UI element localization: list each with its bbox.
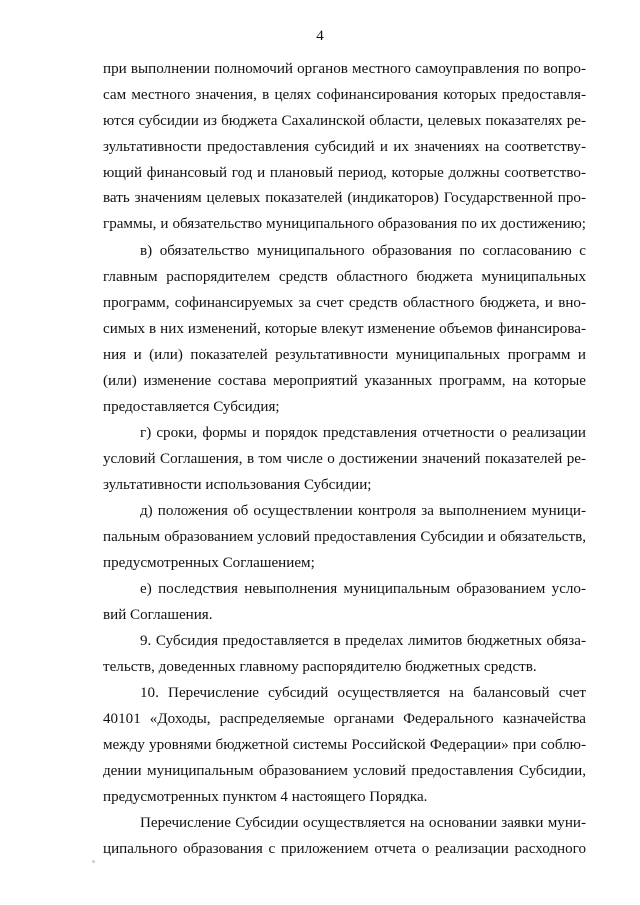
text-line: (или) изменение состава мероприятий указанных программ, на которые <box>103 373 586 389</box>
text-line: предоставляется Субсидия; <box>103 399 280 415</box>
text-line: при выполнении полномочий органов местного самоуправления по вопро- <box>103 61 586 77</box>
text-line: зультативности предоставления субсидий и их значениях на соответству- <box>103 139 586 155</box>
text-line: граммы, и обязательство муниципального образования по их достижению; <box>103 216 586 232</box>
text-line: в) обязательство муниципального образования по согласованию с <box>140 243 586 259</box>
text-line: дении муниципальным образованием условий предоставления Субсидии, <box>103 763 586 779</box>
text-line: Перечисление Субсидии осуществляется на основании заявки муни- <box>140 815 586 831</box>
scan-speck <box>92 860 95 863</box>
text-line: вать значениям целевых показателей (индикаторов) Государственной про- <box>103 190 586 206</box>
text-line: ния и (или) показателей результативности муниципальных программ и <box>103 347 586 363</box>
text-line: ющий финансовый год и плановый период, которые должны соответство- <box>103 165 586 181</box>
text-line: е) последствия невыполнения муниципальным образованием усло- <box>140 581 586 597</box>
text-line: сам местного значения, в целях софинансирования которых предоставля- <box>103 87 586 103</box>
text-line: г) сроки, формы и порядок представления отчетности о реализации <box>140 425 586 441</box>
text-line: предусмотренных Соглашением; <box>103 555 315 571</box>
text-line: пальным образованием условий предоставления Субсидии и обязательств, <box>103 529 586 545</box>
text-line: 10. Перечисление субсидий осуществляется на балансовый счет <box>140 685 586 701</box>
text-line: главным распорядителем средств областного бюджета муниципальных <box>103 269 586 285</box>
text-line: вий Соглашения. <box>103 607 213 623</box>
text-line: тельств, доведенных главному распорядителю бюджетных средств. <box>103 659 537 675</box>
text-line: 9. Субсидия предоставляется в пределах лимитов бюджетных обяза- <box>140 633 586 649</box>
text-line: зультативности использования Субсидии; <box>103 477 372 493</box>
text-line: между уровнями бюджетной системы Российской Федерации» при соблю- <box>103 737 586 753</box>
text-line: программ, софинансируемых за счет средств областного бюджета, и вно- <box>103 295 586 311</box>
text-line: 40101 «Доходы, распределяемые органами Федерального казначейства <box>103 711 586 727</box>
text-line: симых в них изменений, которые влекут изменение объемов финансирова- <box>103 321 586 337</box>
text-line: ципального образования с приложением отчета о реализации расходного <box>103 841 586 857</box>
text-line: д) положения об осуществлении контроля за выполнением муници- <box>140 503 586 519</box>
page-number: 4 <box>316 28 324 44</box>
text-line: ются субсидии из бюджета Сахалинской области, целевых показателях ре- <box>103 113 586 129</box>
text-line: предусмотренных пунктом 4 настоящего Порядка. <box>103 789 428 805</box>
text-line: условий Соглашения, в том числе о достижении значений показателей ре- <box>103 451 586 467</box>
